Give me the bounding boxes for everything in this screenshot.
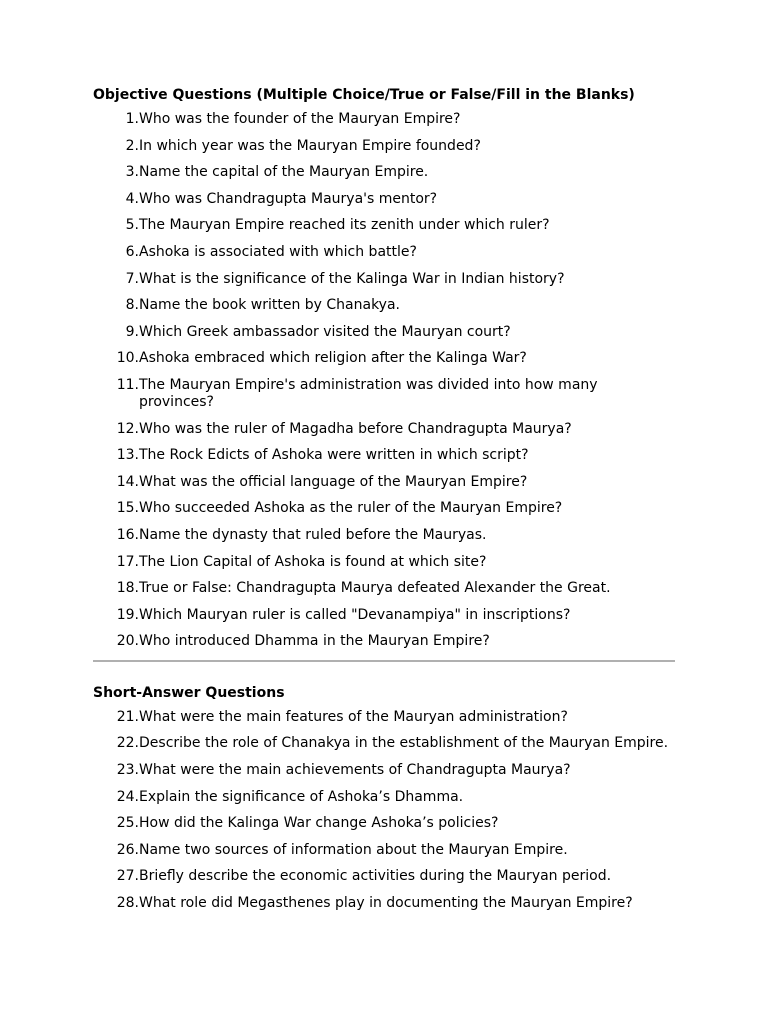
question-text: What were the main features of the Mauryan administration? (139, 708, 568, 725)
question-text: Who was the founder of the Mauryan Empire? (139, 111, 461, 127)
question-item (93, 735, 675, 752)
objective-question-list (93, 111, 675, 650)
question-item (93, 527, 675, 544)
question-item (93, 607, 675, 624)
question-text: Name two sources of information about the Mauryan Empire. (139, 841, 568, 858)
question-number: 24. (116, 788, 139, 805)
question-text: In which year was the Mauryan Empire founded? (139, 137, 481, 154)
question-number: 3. (125, 164, 139, 181)
question-number: 28. (116, 895, 139, 912)
question-number: 8. (125, 297, 139, 314)
short-answer-heading: Short-Answer Questions (93, 684, 285, 701)
question-item (93, 842, 675, 859)
question-number: 27. (116, 868, 139, 885)
question-item (93, 244, 675, 261)
question-item (93, 350, 675, 367)
question-number: 15. (116, 500, 139, 517)
question-text: The Mauryan Empire reached its zenith under which ruler? (139, 217, 550, 234)
question-number: 17. (116, 553, 139, 570)
question-text: Explain the significance of Ashoka’s Dhamma. (139, 788, 464, 805)
question-number: 2. (125, 137, 139, 154)
question-item (93, 297, 675, 314)
question-text: True or False: Chandragupta Maurya defeated Alexander the Great. (139, 580, 611, 597)
question-item (93, 421, 675, 438)
question-number: 5. (125, 217, 139, 234)
question-text: Describe the role of Chanakya in the establishment of the Mauryan Empire. (139, 735, 669, 752)
section-divider (93, 660, 675, 662)
question-text: The Lion Capital of Ashoka is found at which site? (139, 553, 487, 570)
question-number: 12. (116, 420, 139, 437)
question-number: 26. (116, 841, 139, 858)
question-number: 22. (116, 735, 139, 752)
question-text: What is the significance of the Kalinga War in Indian history? (139, 270, 565, 287)
question-number: 10. (116, 350, 139, 367)
question-number: 16. (116, 526, 139, 543)
objective-heading: Objective Questions (Multiple Choice/True or False/Fill in the Blanks) (93, 87, 635, 103)
objective-section (93, 86, 675, 650)
question-text: Who introduced Dhamma in the Mauryan Empire? (139, 633, 490, 650)
question-item (93, 217, 675, 234)
question-text: How did the Kalinga War change Ashoka’s policies? (139, 815, 499, 832)
question-item (93, 554, 675, 571)
question-number: 19. (116, 606, 139, 623)
question-item (93, 633, 675, 650)
question-item (93, 895, 675, 912)
question-number: 4. (125, 190, 139, 207)
question-number: 21. (116, 708, 139, 725)
question-text: Who succeeded Ashoka as the ruler of the Mauryan Empire? (139, 500, 563, 517)
question-text: Name the capital of the Mauryan Empire. (139, 164, 429, 181)
question-number: 23. (116, 762, 139, 779)
question-text: The Mauryan Empire's administration was divided into how many provinces? (139, 376, 598, 410)
question-item (93, 377, 675, 411)
document-page (93, 86, 675, 922)
question-number: 9. (125, 323, 139, 340)
question-item (93, 191, 675, 208)
question-item (93, 789, 675, 806)
question-number: 7. (125, 270, 139, 287)
question-item (93, 324, 675, 341)
question-text: What role did Megasthenes play in documenting the Mauryan Empire? (139, 895, 633, 912)
question-number: 6. (125, 243, 139, 260)
question-number: 13. (116, 447, 139, 464)
question-text: Name the book written by Chanakya. (139, 297, 400, 314)
question-item (93, 474, 675, 491)
question-item (93, 815, 675, 832)
question-text: The Rock Edicts of Ashoka were written in which script? (139, 447, 529, 464)
question-item (93, 271, 675, 288)
question-text: Which Mauryan ruler is called "Devanampiya" in inscriptions? (139, 606, 571, 623)
question-item (93, 762, 675, 779)
question-number: 18. (116, 580, 139, 597)
question-item (93, 500, 675, 517)
question-number: 25. (116, 815, 139, 832)
question-text: Who was Chandragupta Maurya's mentor? (139, 190, 438, 207)
question-item (93, 164, 675, 181)
question-text: What were the main achievements of Chandragupta Maurya? (139, 762, 571, 779)
question-text: Which Greek ambassador visited the Mauryan court? (139, 323, 511, 340)
short-answer-section (93, 684, 675, 912)
short-answer-question-list (93, 709, 675, 912)
question-item (93, 111, 675, 128)
question-number: 1. (125, 111, 139, 127)
question-item (93, 447, 675, 464)
question-item (93, 868, 675, 885)
question-text: Briefly describe the economic activities during the Mauryan period. (139, 868, 612, 885)
question-text: What was the official language of the Mauryan Empire? (139, 473, 528, 490)
question-number: 20. (116, 633, 139, 650)
question-text: Name the dynasty that ruled before the Mauryas. (139, 526, 487, 543)
question-item (93, 580, 675, 597)
question-text: Who was the ruler of Magadha before Chandragupta Maurya? (139, 420, 572, 437)
question-number: 11. (116, 376, 139, 393)
question-text: Ashoka embraced which religion after the Kalinga War? (139, 350, 527, 367)
question-item (93, 709, 675, 726)
question-number: 14. (116, 473, 139, 490)
question-text: Ashoka is associated with which battle? (139, 243, 417, 260)
question-item (93, 138, 675, 155)
